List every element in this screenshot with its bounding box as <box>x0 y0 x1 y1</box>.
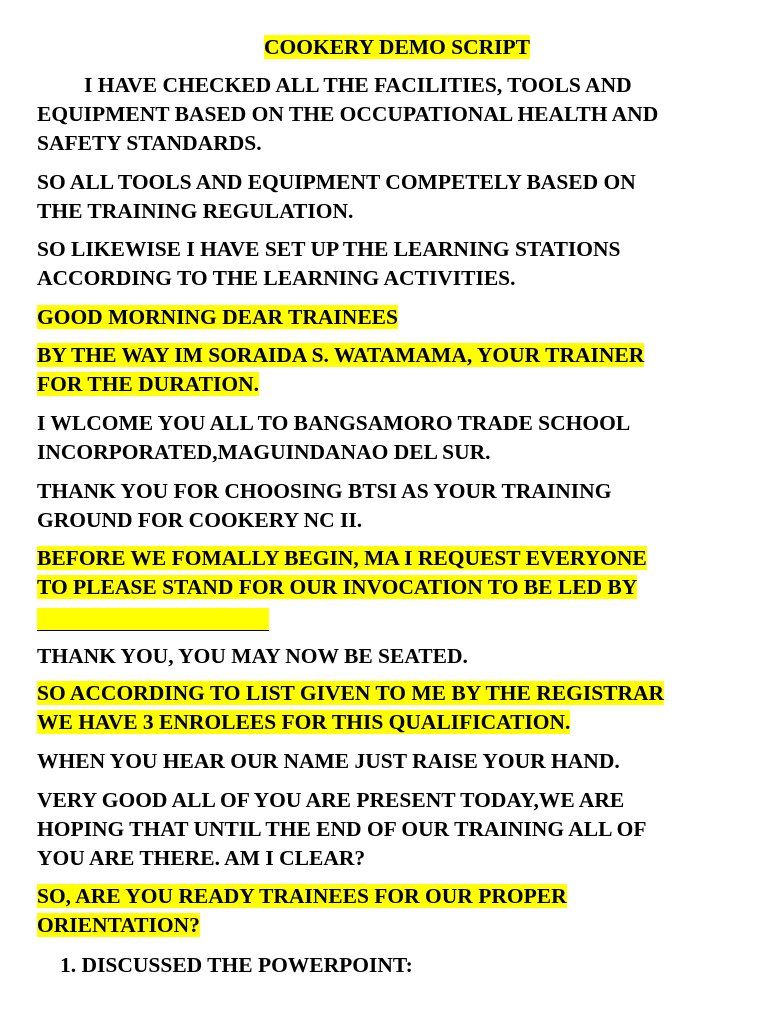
paragraph-line: THANK YOU FOR CHOOSING BTSI AS YOUR TRAINING <box>37 479 612 503</box>
paragraph-line: INCORPORATED,MAGUINDANAO DEL SUR. <box>37 440 491 464</box>
paragraph-line: YOU ARE THERE. AM I CLEAR? <box>37 846 366 870</box>
paragraph-line: SAFETY STANDARDS. <box>37 131 262 155</box>
paragraph-line: THANK YOU, YOU MAY NOW BE SEATED. <box>37 644 468 668</box>
paragraph-line: SO ALL TOOLS AND EQUIPMENT COMPETELY BASED ON <box>37 170 636 194</box>
paragraph-line: EQUIPMENT BASED ON THE OCCUPATIONAL HEALTH AND <box>37 102 659 126</box>
highlighted-line: WE HAVE 3 ENROLEES FOR THIS QUALIFICATION. <box>37 710 571 734</box>
list-text: DISCUSSED THE POWERPOINT: <box>81 953 413 977</box>
highlighted-line: SO, ARE YOU READY TRAINEES FOR OUR PROPER <box>37 884 567 908</box>
highlighted-line: BY THE WAY IM SORAIDA S. WATAMAMA, YOUR TRAINER <box>37 343 645 367</box>
invocation-blank-line <box>37 602 269 631</box>
highlighted-line: ORIENTATION? <box>37 913 200 937</box>
highlighted-line: BEFORE WE FOMALLY BEGIN, MA I REQUEST EVERYONE <box>37 546 647 570</box>
list-number: 1. <box>60 953 77 977</box>
highlighted-line: TO PLEASE STAND FOR OUR INVOCATION TO BE LED BY <box>37 575 638 599</box>
highlighted-line: GOOD MORNING DEAR TRAINEES <box>37 305 398 329</box>
list-item <box>60 951 413 980</box>
fill-in-blank <box>37 608 269 631</box>
paragraph-line: VERY GOOD ALL OF YOU ARE PRESENT TODAY,WE ARE <box>37 788 625 812</box>
paragraph-line: HOPING THAT UNTIL THE END OF OUR TRAINING ALL OF <box>37 817 647 841</box>
highlighted-line: SO ACCORDING TO LIST GIVEN TO ME BY THE REGISTRAR <box>37 681 665 705</box>
paragraph-line: ACCORDING TO THE LEARNING ACTIVITIES. <box>37 266 516 290</box>
paragraph-line: I WLCOME YOU ALL TO BANGSAMORO TRADE SCHOOL <box>37 411 631 435</box>
document-title: COOKERY DEMO SCRIPT <box>264 35 531 59</box>
paragraph-line: SO LIKEWISE I HAVE SET UP THE LEARNING STATIONS <box>37 237 621 261</box>
paragraph-line: WHEN YOU HEAR OUR NAME JUST RAISE YOUR HAND. <box>37 749 620 773</box>
highlighted-line: FOR THE DURATION. <box>37 372 259 396</box>
paragraph-line: I HAVE CHECKED ALL THE FACILITIES, TOOLS AND <box>84 73 632 97</box>
paragraph-line: THE TRAINING REGULATION. <box>37 199 354 223</box>
paragraph-line: GROUND FOR COOKERY NC II. <box>37 508 363 532</box>
